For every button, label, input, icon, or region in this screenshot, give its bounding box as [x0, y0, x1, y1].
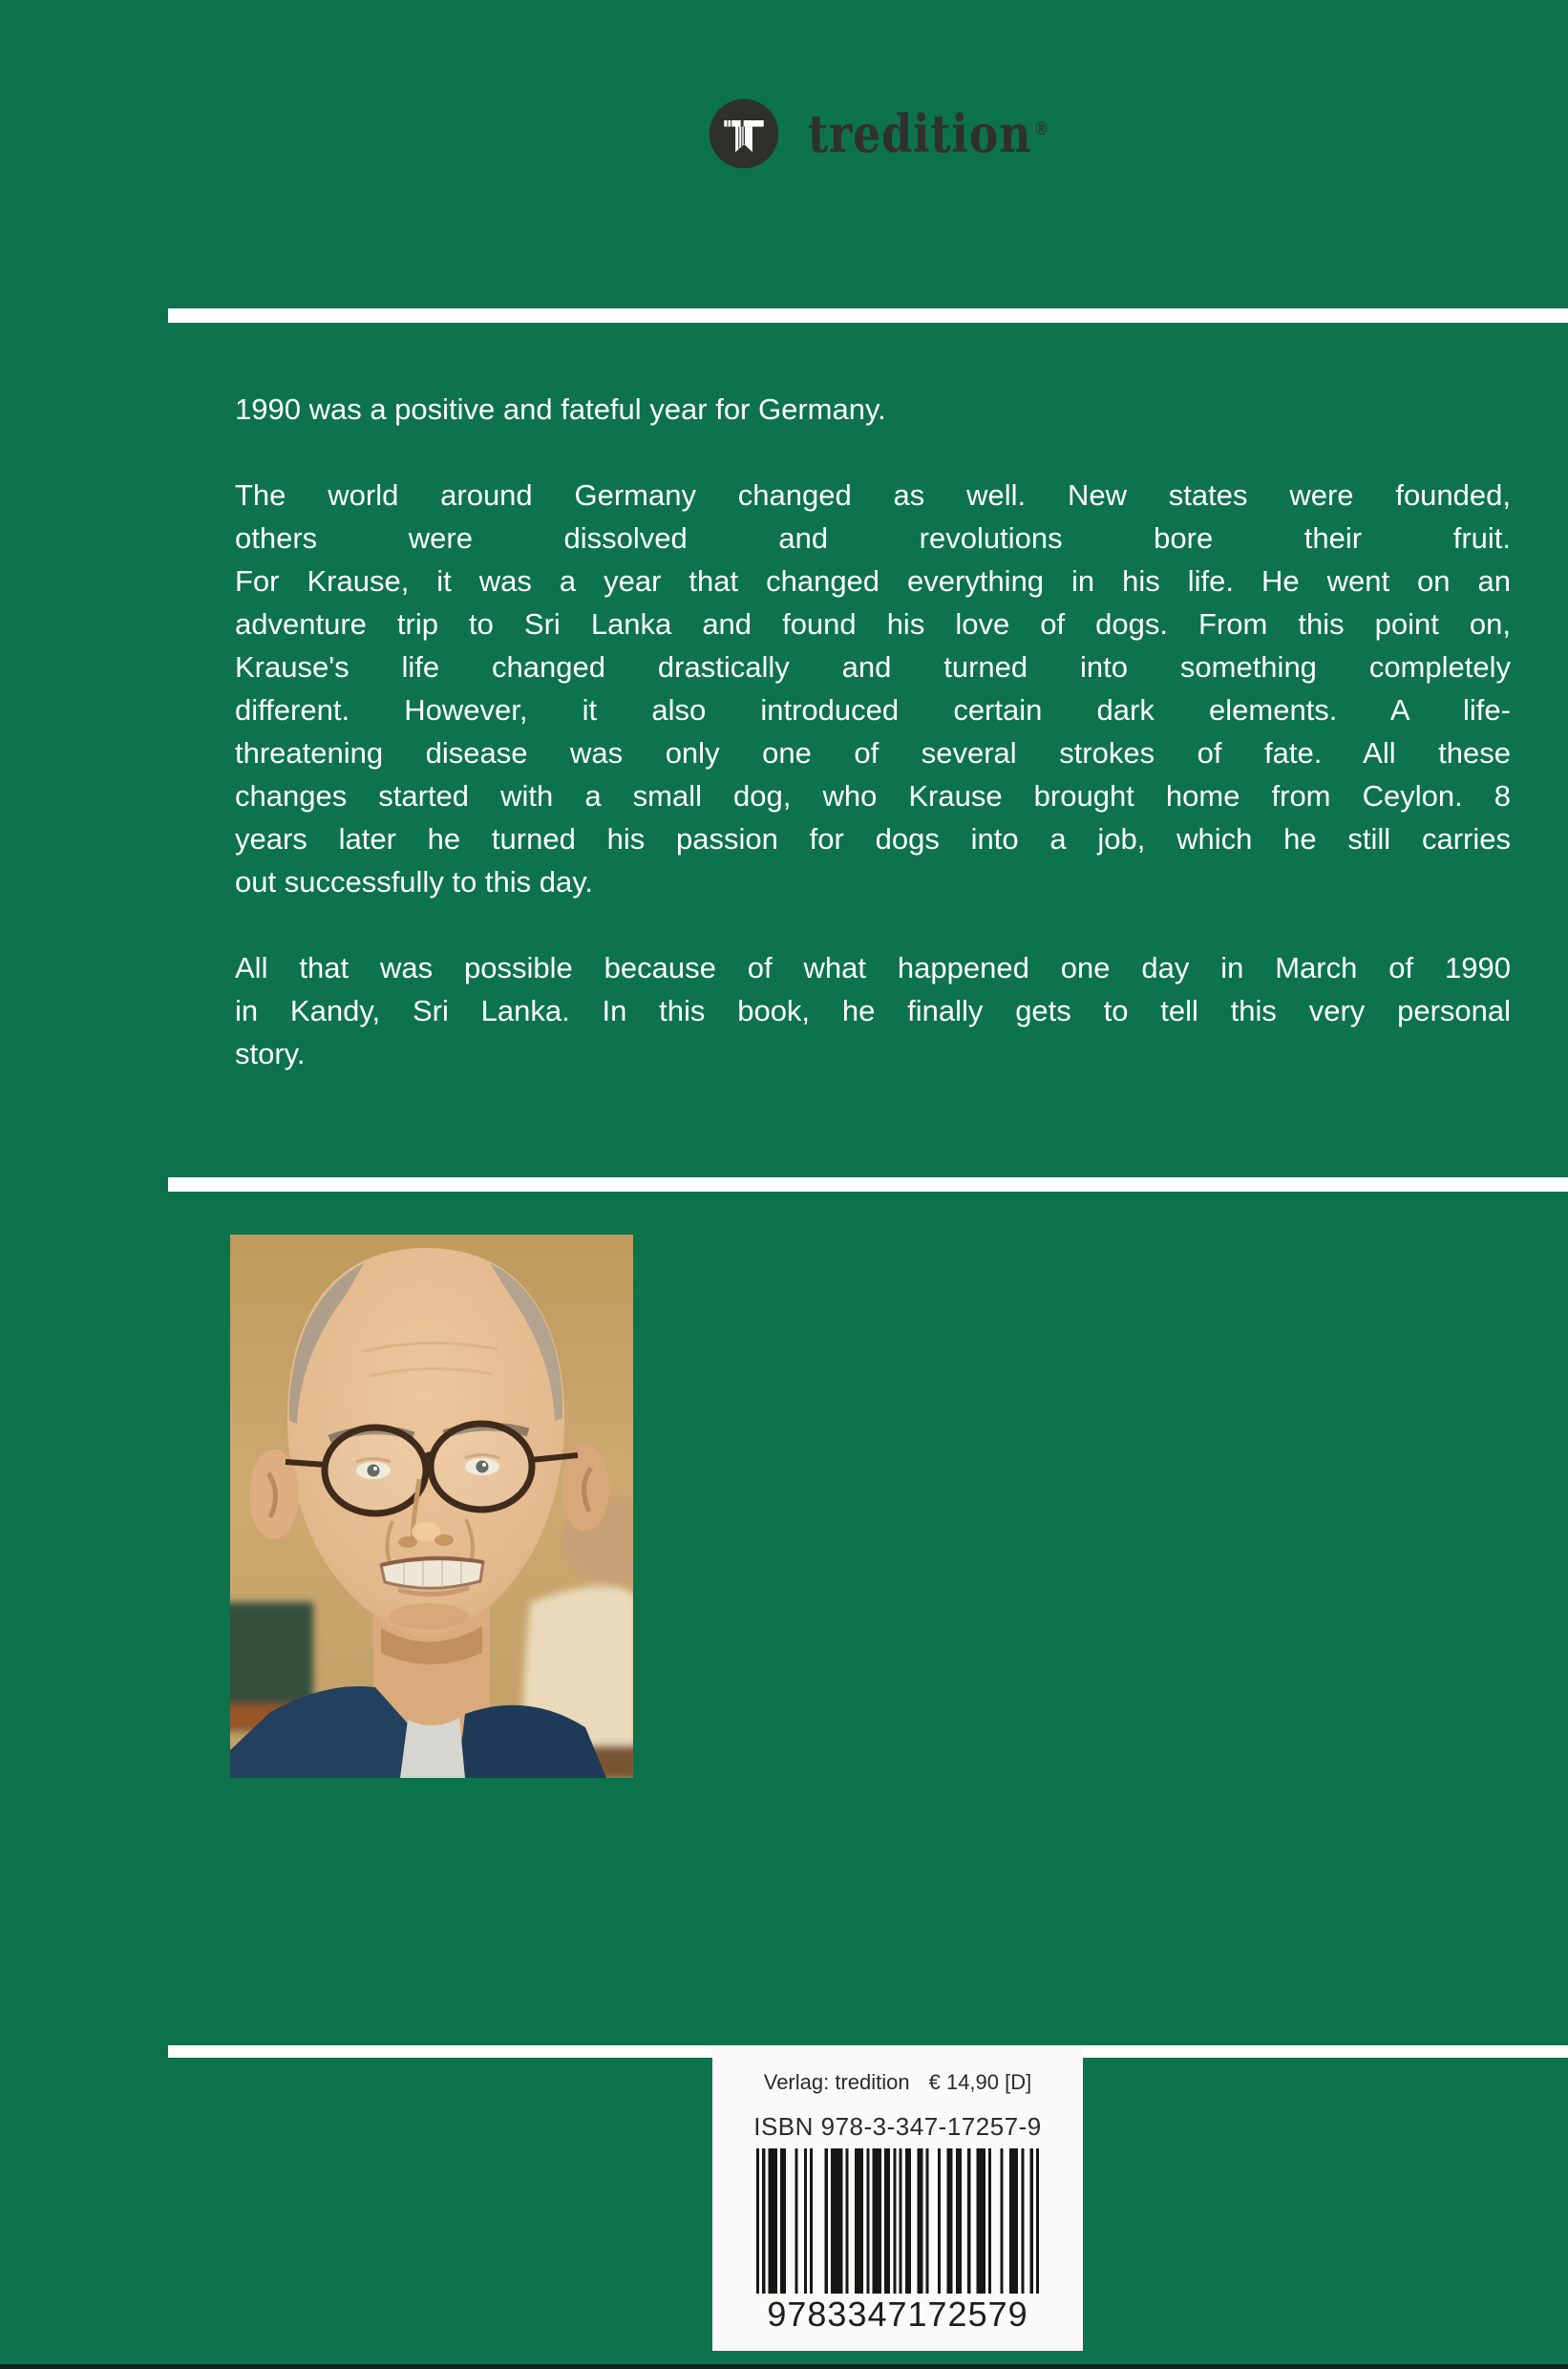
body-line: 1990 was a positive and fateful year for Germany.	[235, 392, 886, 426]
body-line: Krause's life changed drastically and turned into something completely	[235, 650, 1511, 684]
registered-mark: ®	[1035, 119, 1049, 139]
barcode	[756, 2148, 1039, 2294]
barcode-digits: 9783347172579	[767, 2295, 1028, 2334]
body-line: changes started with a small dog, who Krause brought home from Ceylon. 8	[235, 779, 1511, 813]
body-line: threatening disease was only one of several strokes of fate. All these	[235, 736, 1511, 770]
price-value: € 14,90 [D]	[928, 2070, 1032, 2094]
body-line: The world around Germany changed as well. New states were founded,	[235, 478, 1511, 512]
paragraph	[235, 474, 1511, 903]
paragraph	[235, 946, 1511, 1075]
paragraph	[235, 388, 1511, 431]
brand-wordmark: tredition ®	[808, 103, 1049, 164]
tredition-mark-icon	[709, 98, 779, 169]
back-cover-text	[235, 388, 1511, 1075]
body-line: years later he turned his passion for dogs into a job, which he still carries	[235, 822, 1511, 856]
brand-logo	[709, 97, 1091, 170]
isbn-text: ISBN 978-3-347-17257-9	[753, 2112, 1042, 2141]
body-line: others were dissolved and revolutions bore their fruit.	[235, 521, 1511, 555]
divider-middle	[168, 1177, 1568, 1192]
body-line: All that was possible because of what happened one day in March of 1990	[235, 951, 1511, 984]
body-line: in Kandy, Sri Lanka. In this book, he finally gets to tell this very personal	[235, 994, 1511, 1027]
body-line: different. However, it also introduced certain dark elements. A life-	[235, 693, 1511, 727]
body-line: out successfully to this day.	[235, 865, 594, 899]
body-line: For Krause, it was a year that changed everything in his life. He went on an	[235, 564, 1511, 598]
body-line: story.	[235, 1037, 306, 1070]
publisher-name: Verlag: tredition	[763, 2070, 910, 2094]
price-label	[712, 2045, 1083, 2351]
bottom-edge-shadow	[0, 2364, 1568, 2369]
divider-top	[168, 308, 1568, 323]
publisher-price-line	[764, 2068, 1032, 2097]
body-line: adventure trip to Sri Lanka and found his love of dogs. From this point on,	[235, 607, 1511, 641]
author-photo-image	[230, 1235, 633, 1778]
author-photo	[230, 1235, 633, 1778]
